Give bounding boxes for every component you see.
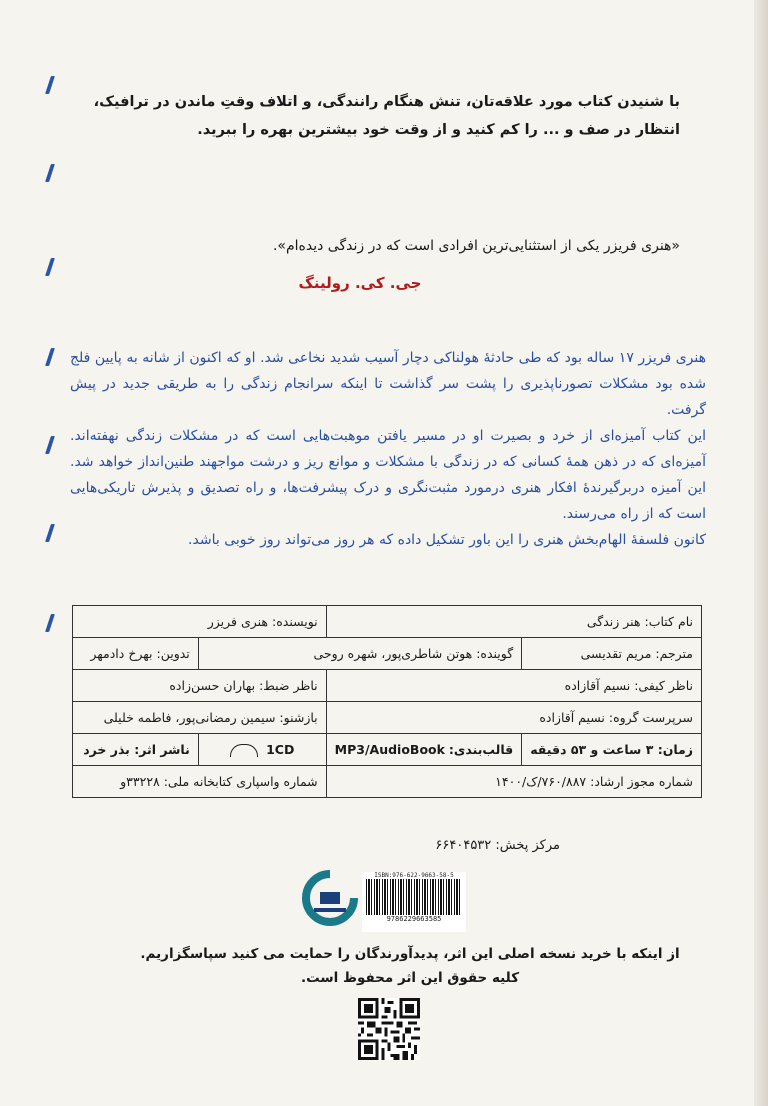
proofreaders-cell: بازشنو: سیمین رمضانی‌پور، فاطمه خلیلی bbox=[73, 702, 327, 734]
thanks-line: از اینکه با خرید نسخه اصلی این اثر، پدیدآورندگان را حمایت می کنید سپاسگزاریم. bbox=[140, 946, 680, 962]
table-row bbox=[73, 638, 702, 670]
margin-slash bbox=[45, 76, 55, 94]
quote-author: جی. کی. رولینگ bbox=[298, 274, 422, 292]
margin-slash bbox=[45, 258, 55, 276]
barcode-number: 9786229663585 bbox=[386, 915, 442, 923]
description-paragraph: این کتاب آمیزه‌ای از خرد و بصیرت او در مسیر یافتن موهبت‌هایی است که در مشکلات زندگی نهفته‌اند. آمیزه‌ای که در ذهن همهٔ کسانی که در زندگی با مشکلات و موانع ریز و درشت مواجهند طنین‌انداز خواهد شد. این آمیزه دربرگیرندهٔ افکار هنری درمورد مثبت‌نگری و درک پیشرفت‌ها، و راه تصدیق و پذیرش تاریکی‌هایی است که از راه می‌رسند. bbox=[70, 428, 706, 522]
barcode-bars bbox=[366, 879, 462, 915]
table-row bbox=[73, 606, 702, 638]
quality-supervisor-cell: ناظر کیفی: نسیم آقازاده bbox=[326, 670, 701, 702]
author-cell: نویسنده: هنری فریزر bbox=[73, 606, 327, 638]
margin-slash bbox=[45, 524, 55, 542]
isbn-barcode bbox=[362, 872, 466, 932]
table-row bbox=[73, 670, 702, 702]
intro-line-2: انتظار در صف و ... را کم کنید و از وقت خود بیشترین بهره را ببرید. bbox=[197, 122, 680, 138]
description-paragraph: کانون فلسفهٔ الهام‌بخش هنری را این باور تشکیل داده که هر روز می‌تواند روز خوبی باشد. bbox=[188, 532, 706, 548]
margin-slash bbox=[45, 348, 55, 366]
margin-slash bbox=[45, 614, 55, 632]
footer-text bbox=[130, 942, 690, 990]
intro-text bbox=[80, 88, 680, 144]
margin-slash bbox=[45, 164, 55, 182]
isbn-label: ISBN:976-622-9663-58-5 bbox=[374, 872, 454, 879]
format-label: قالب‌بندی: bbox=[448, 742, 514, 757]
intro-line-1: با شنیدن کتاب مورد علاقه‌تان، تنش هنگام رانندگی، و اتلاف وقتِ ماندن در ترافیک، bbox=[93, 94, 680, 110]
format-value: MP3/AudioBook bbox=[334, 742, 445, 757]
margin-slash bbox=[45, 436, 55, 454]
editor-cell: تدوین: بهرخ دادمهر bbox=[73, 638, 199, 670]
quote-text: «هنری فریزر یکی از استثنایی‌ترین افرادی است که در زندگی دیده‌ام». bbox=[272, 238, 680, 254]
qr-code-icon bbox=[358, 998, 420, 1060]
format-cell bbox=[326, 734, 522, 766]
group-head-cell: سرپرست گروه: نسیم آقازاده bbox=[326, 702, 701, 734]
page-edge bbox=[754, 0, 768, 1106]
translator-cell: مترجم: مریم تقدیسی bbox=[522, 638, 702, 670]
table-row bbox=[73, 734, 702, 766]
book-description bbox=[70, 345, 706, 553]
cd-icon bbox=[230, 744, 258, 757]
cd-count: 1CD bbox=[266, 742, 295, 757]
library-number-cell: شماره واسپاری کتابخانه ملی: ۳۳۲۲۸و bbox=[73, 766, 327, 798]
cd-cell bbox=[198, 734, 326, 766]
license-cell: شماره مجوز ارشاد: ۷۶۰/۸۸۷/ک/۱۴۰۰ bbox=[326, 766, 701, 798]
publisher-cell: ناشر اثر: بذر خرد bbox=[73, 734, 199, 766]
rights-line: کلیه حقوق این اثر محفوظ است. bbox=[300, 970, 520, 986]
table-row bbox=[73, 766, 702, 798]
table-row bbox=[73, 702, 702, 734]
book-name-cell: نام کتاب: هنر زندگی bbox=[326, 606, 701, 638]
book-info-table bbox=[72, 605, 702, 798]
narrators-cell: گوینده: هوتن شاطری‌پور، شهره روحی bbox=[198, 638, 521, 670]
duration-cell: زمان: ۳ ساعت و ۵۳ دقیقه bbox=[522, 734, 702, 766]
description-paragraph: هنری فریزر ۱۷ ساله بود که طی حادثهٔ هولناکی دچار آسیب شدید نخاعی شد. او که اکنون از شانه به پایین فلج شده بود مشکلات تصورناپذیری را پشت سر گذاشت تا اینکه سرانجام زندگی را به طریقی جدید در پیش گرفت. bbox=[70, 350, 706, 418]
recording-supervisor-cell: ناظر ضبط: بهاران حسن‌زاده bbox=[73, 670, 327, 702]
distribution-center: مرکز پخش: ۶۶۴۰۴۵۳۲ bbox=[435, 838, 560, 853]
publisher-logo-icon bbox=[300, 870, 360, 926]
